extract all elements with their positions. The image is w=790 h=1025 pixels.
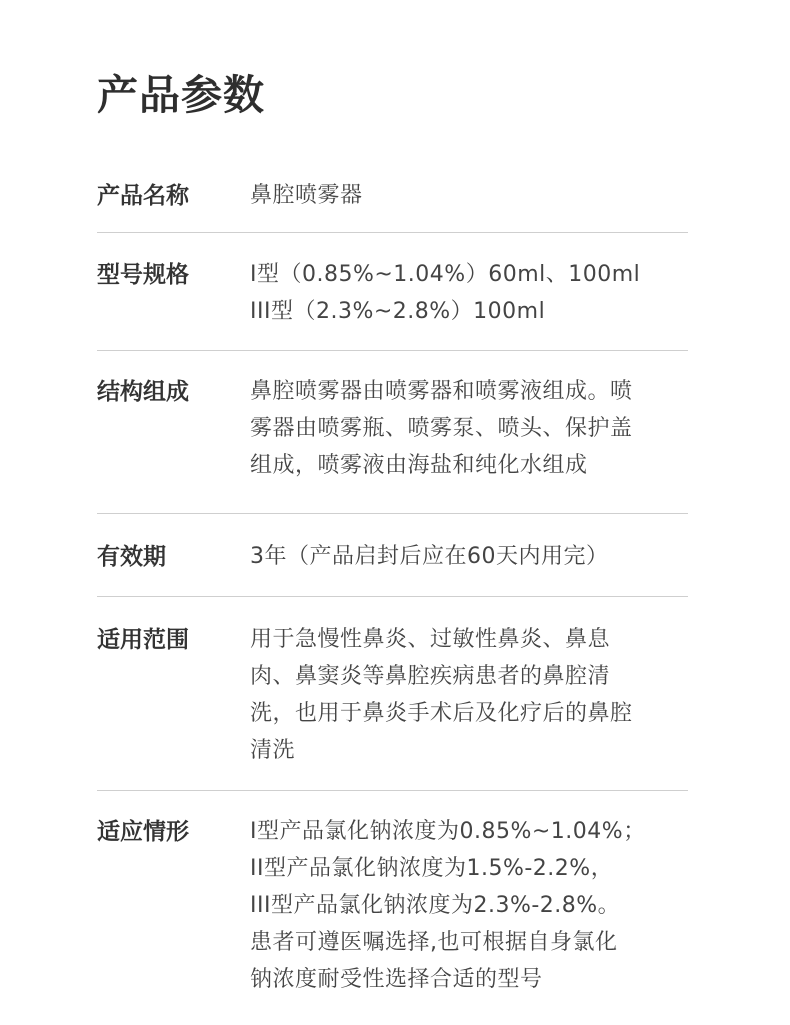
spec-value-line: 钠浓度耐受性选择合适的型号	[250, 967, 543, 992]
spec-value-line: I型产品氯化钠浓度为0.85%~1.04%；	[250, 819, 646, 844]
spec-value	[250, 177, 688, 232]
spec-row-product-name	[97, 177, 688, 233]
spec-row-structure	[97, 351, 688, 514]
spec-value-line: 肉、鼻窦炎等鼻腔疾病患者的鼻腔清	[250, 664, 611, 689]
page-title: 产品参数	[97, 71, 265, 119]
spec-value-line: II型产品氯化钠浓度为1.5%-2.2%，	[250, 856, 614, 881]
spec-value-line: 组成，喷雾液由海盐和纯化水组成	[250, 453, 588, 478]
spec-row-scope	[97, 597, 688, 791]
spec-value	[250, 256, 688, 350]
spec-value	[250, 621, 688, 790]
spec-value-line: 鼻腔喷雾器	[250, 183, 363, 208]
spec-value	[250, 813, 688, 998]
spec-value-line: 用于急慢性鼻炎、过敏性鼻炎、鼻息	[250, 627, 611, 652]
spec-value	[250, 538, 688, 596]
spec-value-line: 雾器由喷雾瓶、喷雾泵、喷头、保护盖	[250, 416, 633, 441]
spec-row-indications	[97, 791, 688, 998]
spec-label: 产品名称	[97, 183, 189, 209]
spec-value-line: 患者可遵医嘱选择,也可根据自身氯化	[250, 930, 618, 955]
spec-row-validity	[97, 514, 688, 597]
spec-value-line: 鼻腔喷雾器由喷雾器和喷雾液组成。喷	[250, 379, 633, 404]
spec-value-line: 3年（产品启封后应在60天内用完）	[250, 544, 609, 569]
spec-row-model	[97, 233, 688, 351]
spec-label: 适用范围	[97, 627, 189, 653]
spec-value-line: III型（2.3%~2.8%）100ml	[250, 299, 546, 324]
spec-value-line: I型（0.85%~1.04%）60ml、100ml	[250, 262, 641, 287]
spec-value-line: 清洗	[250, 738, 296, 763]
spec-value-line: 洗，也用于鼻炎手术后及化疗后的鼻腔	[250, 701, 633, 726]
spec-table	[97, 177, 688, 998]
spec-label: 有效期	[97, 544, 166, 570]
spec-value	[250, 373, 688, 513]
spec-label: 结构组成	[97, 379, 189, 405]
spec-label: 适应情形	[97, 819, 189, 845]
spec-label: 型号规格	[97, 262, 189, 288]
spec-value-line: III型产品氯化钠浓度为2.3%-2.8%。	[250, 893, 621, 918]
